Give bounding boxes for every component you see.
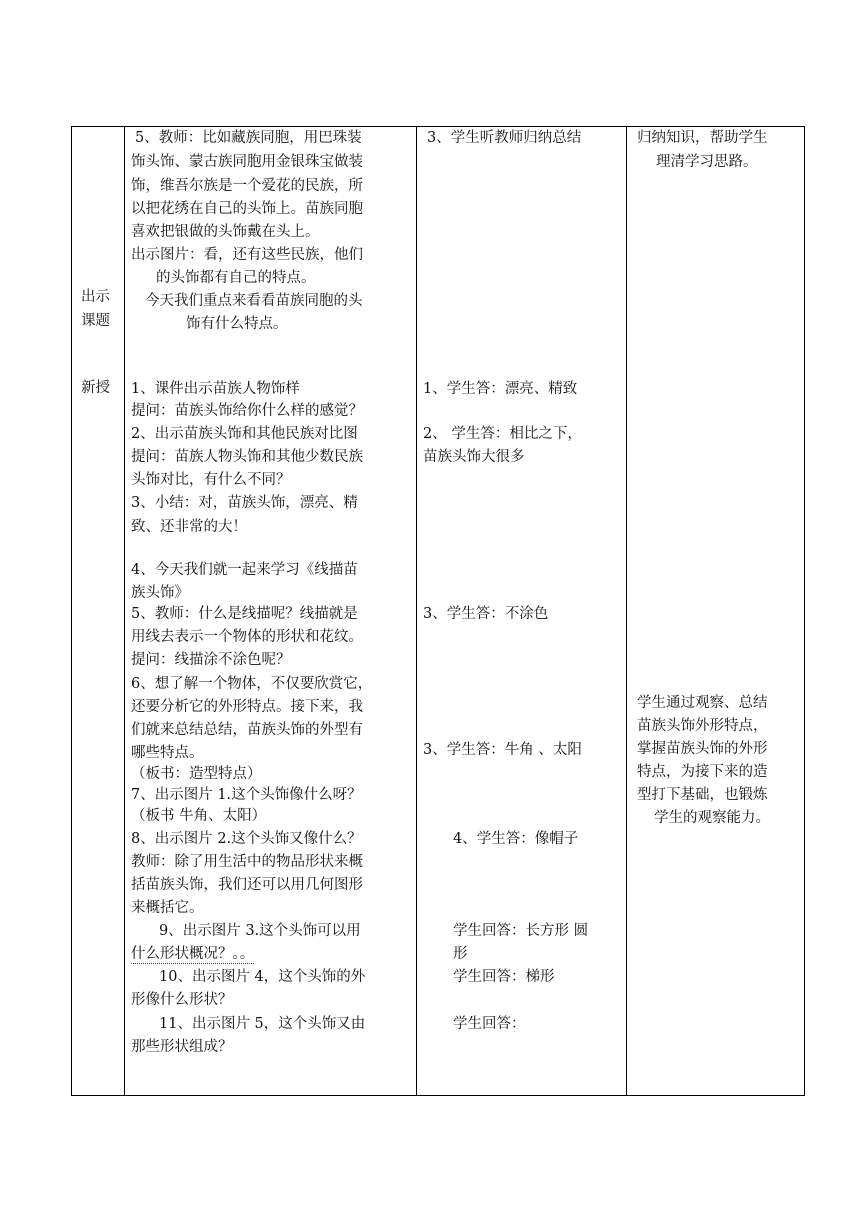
text-line: 教师：除了用生活中的物品形状来概 [131,854,363,870]
text-line: 5、教师：什么是线描呢？线描就是 [131,606,358,622]
student-activity-column [417,127,626,1095]
text-line: 那些形状组成？ [131,1039,233,1055]
design-intent-column [627,127,805,1095]
text-line: 3、学生答：不涂色 [423,606,549,622]
text-line: 3、小结：对，苗族头饰，漂亮、精 [131,495,358,511]
text-line: 饰有什么特点。 [186,316,288,332]
text-line: 提问：苗族头饰给你什么样的感觉？ [131,403,363,419]
text-line: 掌握苗族头饰的外形 [637,741,768,757]
text-line: 8、出示图片 2.这个头饰又像什么？ [131,831,362,847]
text-line: 用线去表示一个物体的形状和花纹。 [131,629,363,645]
text-line: 形像什么形状？ [131,992,233,1008]
text-line: 括苗族头饰，我们还可以用几何图形 [131,877,363,893]
text-line: 出示图片：看，还有这些民族，他们 [131,247,363,263]
text-line: 致、还非常的大！ [131,519,247,535]
text-line: 1、学生答：漂亮、精致 [423,381,578,397]
text-line: 喜欢把银做的头饰戴在头上。 [131,224,320,240]
text-line: 饰头饰、蒙古族同胞用金银珠宝做装 [131,154,363,170]
text-line: 提问：苗族人物头饰和其他少数民族 [131,449,363,465]
text-line: 来概括它。 [131,900,204,916]
stage-label: 课题 [81,313,110,329]
text-line: 头饰对比，有什么不同？ [131,472,291,488]
stage-label: 出示 [81,289,110,305]
text-line: 的头饰都有自己的特点。 [156,270,316,286]
text-line: （板书：造型特点） [131,766,262,782]
text-line: 5、教师：比如藏族同胞，用巴珠装 [135,130,362,146]
text-line: 理清学习思路。 [656,154,758,170]
text-line: 以把花绣在自己的头饰上。苗族同胞 [131,201,363,217]
text-line: 今天我们重点来看看苗族同胞的头 [145,293,363,309]
text-line: 2、 学生答：相比之下， [423,426,582,442]
text-line: 型打下基础，也锻炼 [637,787,768,803]
text-line: 学生回答： [453,1016,526,1032]
text-line: 特点，为接下来的造 [637,764,768,780]
text-line: 们就来总结总结，苗族头饰的外型有 [131,722,363,738]
text-line: 6、想了解一个物体，不仅要欣赏它， [131,676,373,692]
text-line: 学生回答：梯形 [453,969,555,985]
stage-label: 新授 [81,380,110,396]
text-line: 学生通过观察、总结 [637,695,768,711]
stage-column [72,127,124,1095]
text-line: 3、学生答：牛角 、太阳 [423,742,582,758]
text-line: 1、课件出示苗族人物饰样 [131,381,300,397]
text-line: 3、学生听教师归纳总结 [427,130,582,146]
text-line: 归纳知识，帮助学生 [637,130,768,146]
text-line: 提问：线描涂不涂色呢？ [131,652,291,668]
text-line: 10、出示图片 4，这个头饰的外 [159,969,366,985]
text-line: 形 [453,946,468,962]
text-line: 7、出示图片 1.这个头饰像什么呀？ [131,787,362,803]
text-line: 4、学生答：像帽子 [453,831,579,847]
text-line: 饰，维吾尔族是一个爱花的民族，所 [131,178,363,194]
text-line: 苗族头饰大很多 [423,449,525,465]
text-line: 学生回答：长方形 圆 [453,923,589,939]
text-line: 还要分析它的外形特点。接下来，我 [131,699,363,715]
text-line: 9、出示图片 3.这个头饰可以用 [159,923,361,939]
text-line: 2、出示苗族头饰和其他民族对比图 [131,426,358,442]
text-line: 族头饰》 [131,585,189,601]
text-line: 哪些特点。 [131,745,204,761]
text-line: 11、出示图片 5，这个头饰又由 [159,1016,366,1032]
text-line: 4、今天我们就一起来学习《线描苗 [131,562,358,578]
text-line: （板书 牛角、太阳） [131,808,267,824]
text-line: 学生的观察能力。 [654,810,770,826]
lesson-plan-table [71,126,805,1096]
text-line: 什么形状概况？。。 [131,946,255,962]
teacher-activity-column [125,127,416,1095]
text-line: 苗族头饰外形特点， [637,718,768,734]
